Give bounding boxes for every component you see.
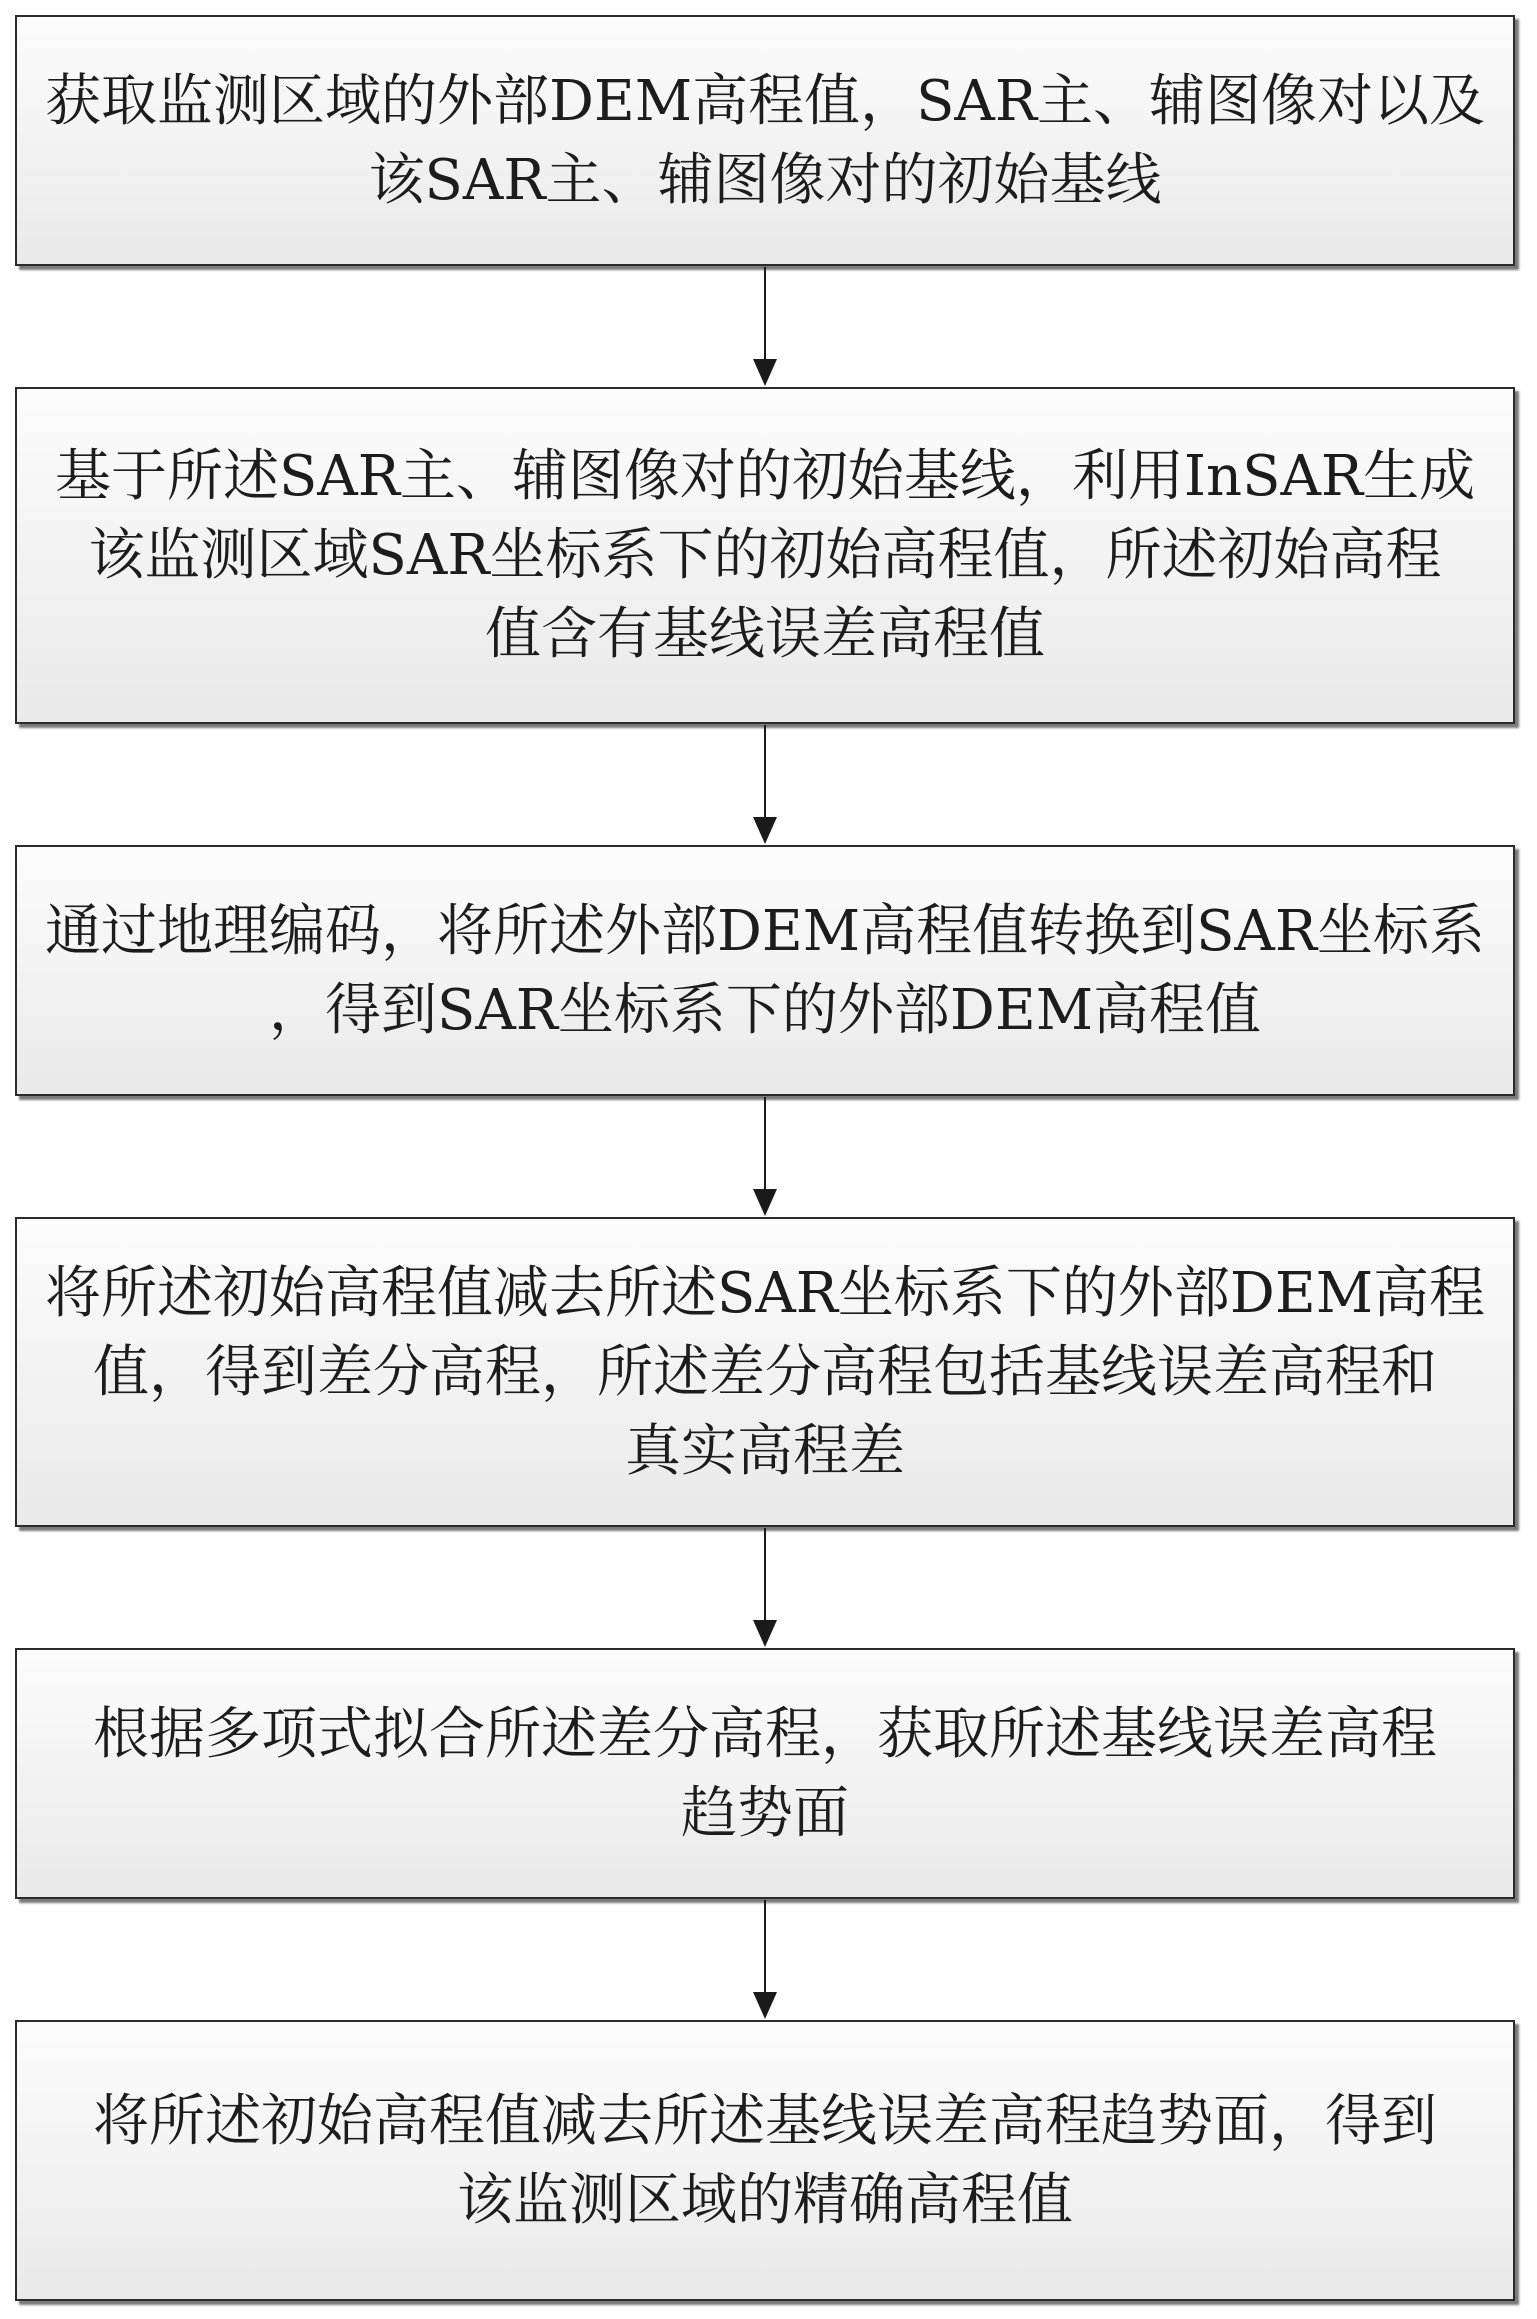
arrow-shaft — [764, 267, 766, 361]
arrow-head — [753, 817, 777, 844]
step-6-box — [15, 2020, 1515, 2301]
arrow-down-icon — [753, 725, 777, 844]
arrow-head — [753, 1189, 777, 1216]
step-3-box — [15, 845, 1515, 1096]
arrow-down-icon — [753, 1528, 777, 1647]
step-3-text-line-1: 通过地理编码，将所述外部DEM高程值转换到SAR坐标系 — [44, 898, 1486, 964]
arrow-down-icon — [753, 1097, 777, 1216]
arrow-down-icon — [753, 1900, 777, 2019]
arrow-down-icon — [753, 267, 777, 386]
step-4-box — [15, 1217, 1515, 1527]
step-6-text-line-1: 将所述初始高程值减去所述基线误差高程趋势面，得到 — [93, 2088, 1437, 2154]
step-5-box — [15, 1648, 1515, 1899]
arrow-shaft — [764, 1097, 766, 1191]
arrow-shaft — [764, 1528, 766, 1622]
arrow-shaft — [764, 1900, 766, 1994]
arrow-head — [753, 1620, 777, 1647]
step-3-text-line-2: ，得到SAR坐标系下的外部DEM高程值 — [268, 977, 1262, 1043]
arrow-shaft — [764, 725, 766, 819]
step-1-text-line-1: 获取监测区域的外部DEM高程值，SAR主、辅图像对以及 — [44, 68, 1486, 134]
step-2-text-line-2: 该监测区域SAR坐标系下的初始高程值，所述初始高程 — [88, 523, 1442, 588]
arrow-head — [753, 1992, 777, 2019]
step-2-text-line-1: 基于所述SAR主、辅图像对的初始基线，利用InSAR生成 — [54, 444, 1476, 509]
step-1-box — [15, 15, 1515, 266]
step-4-text-line-3: 真实高程差 — [625, 1418, 905, 1484]
step-1-text-line-2: 该SAR主、辅图像对的初始基线 — [368, 147, 1162, 213]
step-6-text-line-2: 该监测区域的精确高程值 — [457, 2167, 1073, 2233]
step-2-text-line-3: 值含有基线误差高程值 — [485, 602, 1045, 667]
step-4-text-line-1: 将所述初始高程值减去所述SAR坐标系下的外部DEM高程 — [44, 1260, 1486, 1326]
step-5-text-line-2: 趋势面 — [681, 1780, 849, 1846]
arrow-head — [753, 359, 777, 386]
step-2-box — [15, 387, 1515, 724]
step-4-text-line-2: 值，得到差分高程，所述差分高程包括基线误差高程和 — [93, 1339, 1437, 1405]
step-5-text-line-1: 根据多项式拟合所述差分高程，获取所述基线误差高程 — [93, 1701, 1437, 1767]
